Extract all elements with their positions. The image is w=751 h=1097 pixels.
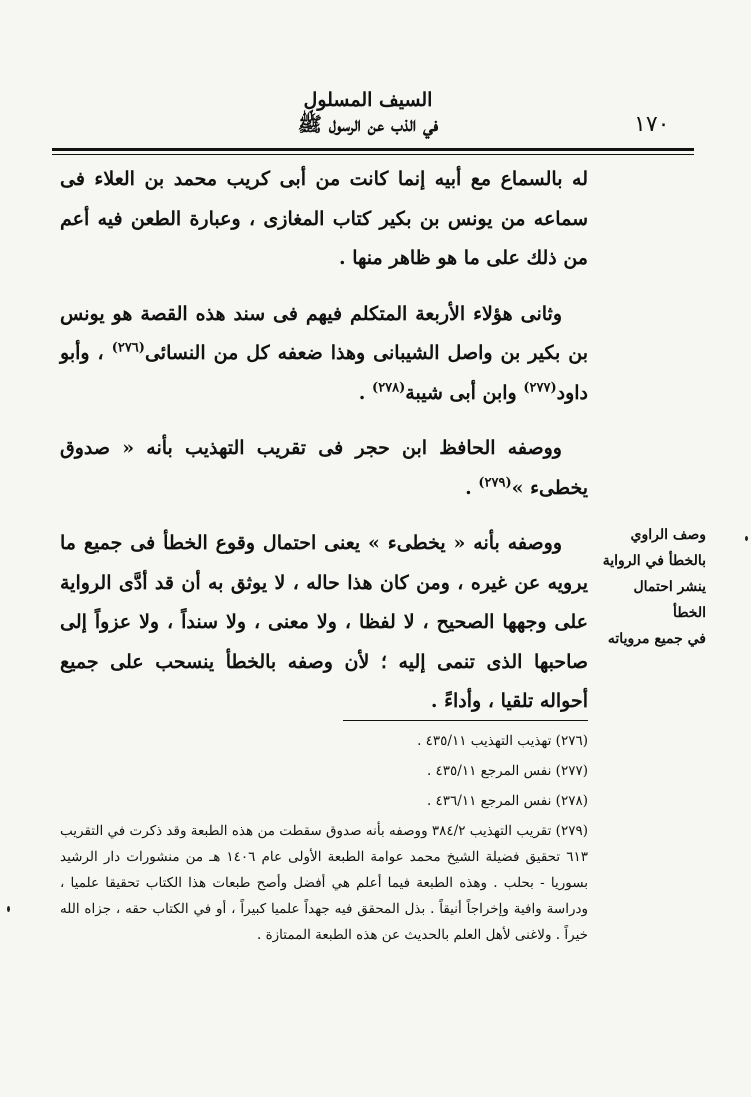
running-title-line1: السيف المسلول: [303, 89, 433, 111]
paragraph-2: [60, 295, 588, 414]
footnote-279: (٢٧٩) تقريب التهذيب ٣٨٤/٢ ووصفه بأنه صدوق سقطت من هذه الطبعة وقد ذكرت في التقريب ٦١٣ تحقيق فضيلة الشيخ محمد عوامة الطبعة الأولى عام ١٤٠٦ هـ من منشورات دار الرشيد بسوريا - بحلب . وهذه الطبعة فيما أعلم هي أفضل وأصح طبعات هذا الكتاب تحقيقا علميا ، ودراسة وافية وإخراجاً أنيقاً . بذل المحقق فيه جهداً علميا كبيراً ، أو في الكتاب حقه ، جزاه الله خيراً . ولاغنى لأهل العلم بالحديث عن هذه الطبعة الممتازة .: [60, 823, 589, 943]
footnote-ref-279: (٢٧٩): [478, 475, 512, 491]
running-title: [248, 88, 488, 136]
main-text: [60, 160, 588, 722]
paragraph-4: ووصفه بأنه « يخطىء » يعنى احتمال وقوع الخطأ فى جميع ما يرويه عن غيره ، ومن كان هذا حاله ، لا يوثق به أن قد أدَّى الرواية على وجهها الصحيح ، لا لفظا ، ولا معنى ، ولا سنداً ، ولا عزواً إلى صاحبها الذى تنمى إليه ؛ لأن وصفه بالخطأ ينسحب على جميع أحواله تلقيا ، وأداءً .: [60, 532, 588, 712]
paragraph-1: له بالسماع مع أبيه إنما كانت من أبى كريب محمد بن العلاء فى سماعه من يونس بن بكير كتاب المغازى ، وعبارة الطعن فيه أعم من ذلك على ما هو ظاهر منها .: [60, 168, 588, 269]
page-number: ١٧٠: [634, 112, 670, 137]
footnote-ref-276: (٢٧٦): [111, 340, 145, 356]
paragraph-2-text-c: وابن أبى شيبة: [405, 381, 517, 404]
header-rule-thin: [52, 154, 694, 155]
scan-speck: [745, 536, 748, 541]
margin-note-line1: وصف الراوي: [630, 527, 706, 543]
footnote-276: (٢٧٦) تهذيب التهذيب ٤٣٥/١١ .: [417, 733, 588, 749]
footnotes: [60, 728, 588, 948]
footnote-278: (٢٧٨) نفس المرجع ٤٣٦/١١ .: [426, 793, 588, 809]
paragraph-2-text-b: ، وأبو داود: [60, 342, 588, 404]
margin-note-line3: ينشر احتمال الخطأ: [633, 579, 706, 621]
paragraph-2-text-a: وثانى هؤلاء الأربعة المتكلم فيهم فى سند هذه القصة هو يونس بن بكير بن واصل الشيبانى وهذا ضعفه كل من النسائى: [60, 302, 588, 364]
paragraph-3: [60, 429, 588, 508]
margin-note-line2: بالخطأ في الرواية: [602, 553, 706, 569]
margin-note-line4: في جميع مروياته: [607, 631, 706, 647]
footnote-separator: [343, 720, 588, 721]
header-rule-thick: [52, 148, 694, 151]
margin-note: [596, 522, 706, 652]
paragraph-3-end: .: [465, 476, 472, 499]
footnote-ref-277: (٢٧٧): [523, 380, 557, 396]
scan-speck: [7, 906, 10, 912]
footnote-277: (٢٧٧) نفس المرجع ٤٣٥/١١ .: [426, 763, 588, 779]
paragraph-3-text: ووصفه الحافظ ابن حجر فى تقريب التهذيب بأنه « صدوق يخطىء »: [60, 437, 588, 499]
paragraph-2-text-d: .: [358, 381, 366, 404]
running-title-line2: في الذب عن الرسول ﷺ: [297, 112, 439, 136]
footnote-ref-278: (٢٧٨): [372, 380, 406, 396]
